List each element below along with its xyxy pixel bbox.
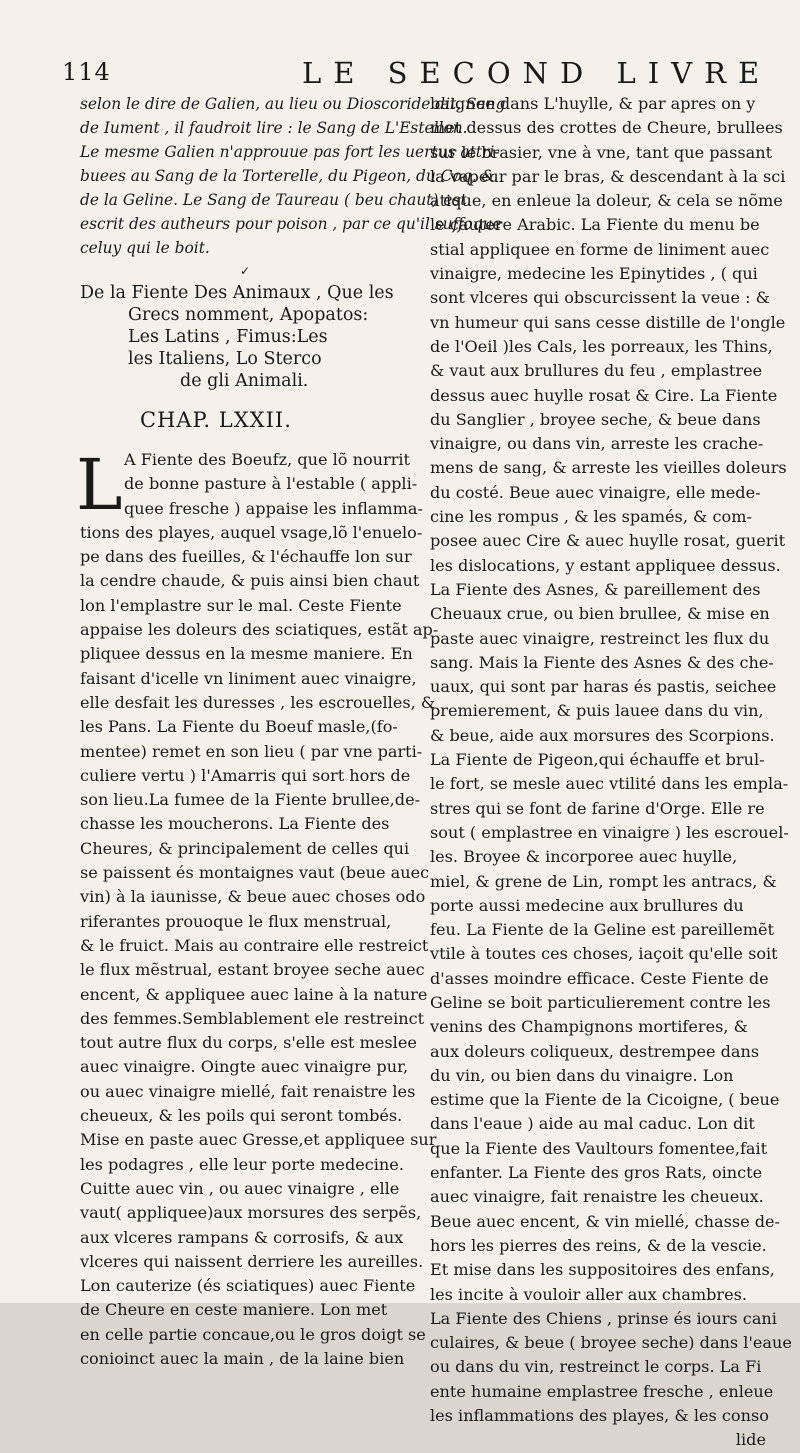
- body-line: pe dans des fueilles, & l'échauffe lon sur: [80, 547, 412, 567]
- body-text: [80, 521, 439, 1371]
- body-line: feu. La Fiente de la Geline est pareillemẽt: [430, 920, 774, 940]
- body-line: quee fresche ) appaise les inflamma-: [124, 498, 423, 518]
- section-title: [80, 282, 410, 392]
- body-line: tout autre flux du corps, s'elle est meslee: [80, 1033, 417, 1053]
- body-line: & beue, aide aux morsures des Scorpions.: [430, 725, 775, 745]
- body-line: mentee) remet en son lieu ( par vne parti-: [80, 741, 423, 761]
- body-line: encent, & appliquee auec laine à la nature: [80, 984, 428, 1004]
- body-line: pliquee dessus en la mesme maniere. En: [80, 644, 413, 664]
- italic-note-line: escrit des autheurs pour poison , par ce qu'il suffoque: [80, 215, 502, 233]
- body-line: sout ( emplastree en vinaigre ) les escrouel-: [430, 822, 789, 842]
- body-line: la vapeur par le bras, & descendant à la sci: [430, 166, 786, 186]
- body-line: dessus auec huylle rosat & Cire. La Fiente: [430, 385, 778, 405]
- body-line: aux doleurs coliqueux, destrempee dans: [430, 1041, 760, 1061]
- body-line: baignee dans L'huylle, & par apres on y: [430, 94, 756, 113]
- italic-note-line: selon le dire de Galien, au lieu ou Dioscoride dit, Sang: [80, 95, 506, 113]
- body-line: appaise les doleurs des sciatiques, estãt ap-: [80, 620, 439, 640]
- body-line: sang. Mais la Fiente des Asnes & des che-: [430, 652, 774, 672]
- body-line: Cuitte auec vin , ou auec vinaigre , elle: [80, 1178, 400, 1198]
- body-line: elle desfait les duresses , les escrouelles, &: [80, 692, 436, 712]
- body-line: Mise en paste auec Gresse,et appliquee sur: [80, 1130, 437, 1150]
- body-line: conioinct auec la main , de la laine bien: [80, 1348, 405, 1368]
- body-line: les inflammations des playes, & les conso: [430, 1406, 769, 1426]
- body-line: miel, & grene de Lin, rompt les antracs, &: [430, 871, 777, 891]
- body-line: vlceres qui naissent derriere les aureilles.: [80, 1251, 424, 1271]
- body-line: dans l'eaue ) aide au mal caduc. Lon dit: [430, 1114, 755, 1134]
- chapter-body: [76, 444, 439, 1371]
- body-line: vaut( appliquee)aux morsures des serpẽs,: [80, 1203, 422, 1223]
- body-line: paste auec vinaigre, restreinct les flux du: [430, 628, 770, 648]
- body-line: & vaut aux brullures du feu , emplastree: [430, 361, 763, 381]
- right-column: [430, 92, 792, 1453]
- body-line: les dislocations, y estant appliquee dessus.: [430, 555, 781, 575]
- body-line: uaux, qui sont par haras és pastis, seichee: [430, 677, 777, 697]
- body-line: les Pans. La Fiente du Boeuf masle,(fo-: [80, 717, 398, 737]
- catchword: lide: [735, 1430, 766, 1450]
- ornament-mark: ✓: [239, 264, 251, 278]
- section-title-line: les Italiens, Lo Sterco: [128, 349, 322, 369]
- body-line: de l'Oeil )les Cals, les porreaux, les Thins,: [430, 336, 773, 356]
- body-line: ente humaine emplastree fresche , enleue: [430, 1381, 774, 1401]
- body-line: Beue auec encent, & vin miellé, chasse de-: [430, 1211, 780, 1231]
- running-title: LE SECOND LIVRE: [302, 56, 772, 90]
- body-line: A Fiente des Boeufz, que lõ nourrit: [124, 450, 411, 469]
- chapter-heading: CHAP. LXXII.: [140, 408, 292, 432]
- body-line: cheueux, & les poils qui seront tombés.: [80, 1106, 403, 1126]
- italic-note-line: celuy qui le boit.: [80, 239, 210, 257]
- left-column: [76, 92, 506, 1371]
- italic-note-line: de Iument , il faudroit lire : le Sang de L'Estellon.: [80, 119, 468, 137]
- body-line: vinaigre, medecine les Epinytides , ( qui: [430, 264, 758, 284]
- body-line: en celle partie concaue,ou le gros doigt se: [80, 1324, 426, 1344]
- body-line: venins des Champignons mortiferes, &: [430, 1017, 748, 1037]
- body-line: porte aussi medecine aux brullures du: [430, 895, 744, 915]
- body-line: les podagres , elle leur porte medecine.: [80, 1154, 404, 1174]
- body-line: premierement, & puis lauee dans du vin,: [430, 701, 764, 721]
- body-line: aux vlceres rampans & corrosifs, & aux: [80, 1227, 404, 1247]
- body-line: posee auec Cire & auec huylle rosat, guerit: [430, 531, 786, 551]
- body-line: les. Broyee & incorporee auec huylle,: [430, 847, 738, 867]
- body-line: culiere vertu ) l'Amarris qui sort hors de: [80, 765, 411, 785]
- body-line: La Fiente des Asnes, & pareillement des: [430, 579, 761, 599]
- body-line: & le fruict. Mais au contraire elle restreict: [80, 935, 429, 955]
- body-line: atique, en enleue la doleur, & cela se nõme: [430, 191, 783, 211]
- body-line: les incite à vouloir aller aux chambres.: [430, 1284, 747, 1304]
- section-title-line: de gli Animali.: [180, 371, 309, 391]
- drop-cap: L: [76, 444, 123, 526]
- section-title-line: Grecs nomment, Apopatos:: [128, 305, 369, 325]
- body-line: Cheuaux crue, ou bien brullee, & mise en: [430, 604, 770, 624]
- italic-note-line: de la Geline. Le Sang de Taureau ( beu chaut) est: [80, 191, 467, 209]
- italic-note: [80, 92, 506, 260]
- body-line: Cheures, & principalement de celles qui: [80, 838, 410, 858]
- body-line: stial appliquee en forme de liniment auec: [430, 239, 770, 259]
- body-line: son lieu.La fumee de la Fiente brullee,de-: [80, 790, 421, 810]
- body-line: Lon cauterize (és sciatiques) auec Fiente: [80, 1276, 416, 1296]
- body-line: cine les rompus , & les spamés, & com-: [430, 507, 752, 527]
- body-line: culaires, & beue ( broyee seche) dans l'eaue: [430, 1333, 792, 1353]
- body-line: du Sanglier , broyee seche, & beue dans: [430, 409, 761, 429]
- section-title-line: De la Fiente Des Animaux , Que les: [80, 283, 394, 303]
- body-line: se paissent és montaignes vaut (beue auec: [80, 863, 430, 883]
- page-header: [62, 52, 780, 92]
- body-line: la cendre chaude, & puis ainsi bien chaut: [80, 571, 420, 591]
- body-line: hors les pierres des reins, & de la vescie.: [430, 1235, 767, 1255]
- body-line: Et mise dans les suppositoires des enfans,: [430, 1260, 775, 1280]
- body-line: ou auec vinaigre miellé, fait renaistre les: [80, 1081, 416, 1101]
- body-line: de bonne pasture à l'estable ( appli-: [124, 474, 418, 494]
- body-line: auec vinaigre. Oingte auec vinaigre pur,: [80, 1057, 409, 1077]
- italic-note-line: buees au Sang de la Torterelle, du Pigeon, du Coq, &: [80, 167, 496, 185]
- body-line: tions des playes, auquel vsage,lõ l'enuelo-: [80, 522, 423, 542]
- body-line: du costé. Beue auec vinaigre, elle mede-: [430, 482, 761, 502]
- body-line: vtile à toutes ces choses, iaçoit qu'elle soit: [430, 944, 778, 964]
- body-line: ou dans du vin, restreinct le corps. La Fi: [430, 1357, 762, 1377]
- body-line: Geline se boit particulierement contre les: [430, 992, 771, 1012]
- body-line: met dessus des crottes de Cheure, brullees: [430, 118, 783, 138]
- body-line: riferantes prouoque le flux menstrual,: [80, 911, 392, 931]
- body-line: chasse les moucherons. La Fiente des: [80, 814, 390, 834]
- body-line: lon l'emplastre sur le mal. Ceste Fiente: [80, 595, 402, 615]
- italic-note-line: Le mesme Galien n'approuue pas fort les uertus attri-: [80, 143, 500, 161]
- body-line: sur le brasier, vne à vne, tant que passant: [430, 142, 773, 162]
- body-line: sont vlceres qui obscurcissent la veue : &: [430, 288, 771, 308]
- body-line: le flux mẽstrual, estant broyee seche auec: [80, 960, 425, 980]
- body-line: vin) à la iaunisse, & beue auec choses odo: [80, 887, 426, 907]
- page-number: 114: [62, 58, 111, 86]
- body-line: du vin, ou bien dans du vinaigre. Lon: [430, 1065, 734, 1085]
- body-line: enfanter. La Fiente des gros Rats, oincte: [430, 1163, 763, 1183]
- body-line: vinaigre, ou dans vin, arreste les crache-: [430, 434, 764, 454]
- body-line: auec vinaigre, fait renaistre les cheueux.: [430, 1187, 764, 1207]
- body-line: le cautere Arabic. La Fiente du menu be: [430, 215, 760, 235]
- body-line: La Fiente des Chiens , prinse és iours cani: [430, 1308, 777, 1328]
- body-line: d'asses moindre efficace. Ceste Fiente de: [430, 968, 769, 988]
- section-title-line: Les Latins , Fimus:Les: [128, 327, 328, 347]
- body-line: mens de sang, & arreste les vieilles doleurs: [430, 458, 787, 478]
- body-line: que la Fiente des Vaultours fomentee,fait: [430, 1138, 768, 1158]
- body-line: de Cheure en ceste maniere. Lon met: [80, 1300, 388, 1320]
- right-body-text: [430, 92, 792, 1428]
- body-line: des femmes.Semblablement ele restreinct: [80, 1008, 425, 1028]
- body-line: le fort, se mesle auec vtilité dans les empla-: [430, 774, 789, 794]
- body-line: vn humeur qui sans cesse distille de l'ongle: [430, 312, 786, 332]
- body-line: stres qui se font de farine d'Orge. Elle re: [430, 798, 765, 818]
- body-line: estime que la Fiente de la Cicoigne, ( beue: [430, 1090, 780, 1110]
- body-line: faisant d'icelle vn liniment auec vinaigre,: [80, 668, 417, 688]
- body-line: La Fiente de Pigeon,qui échauffe et brul-: [430, 750, 765, 770]
